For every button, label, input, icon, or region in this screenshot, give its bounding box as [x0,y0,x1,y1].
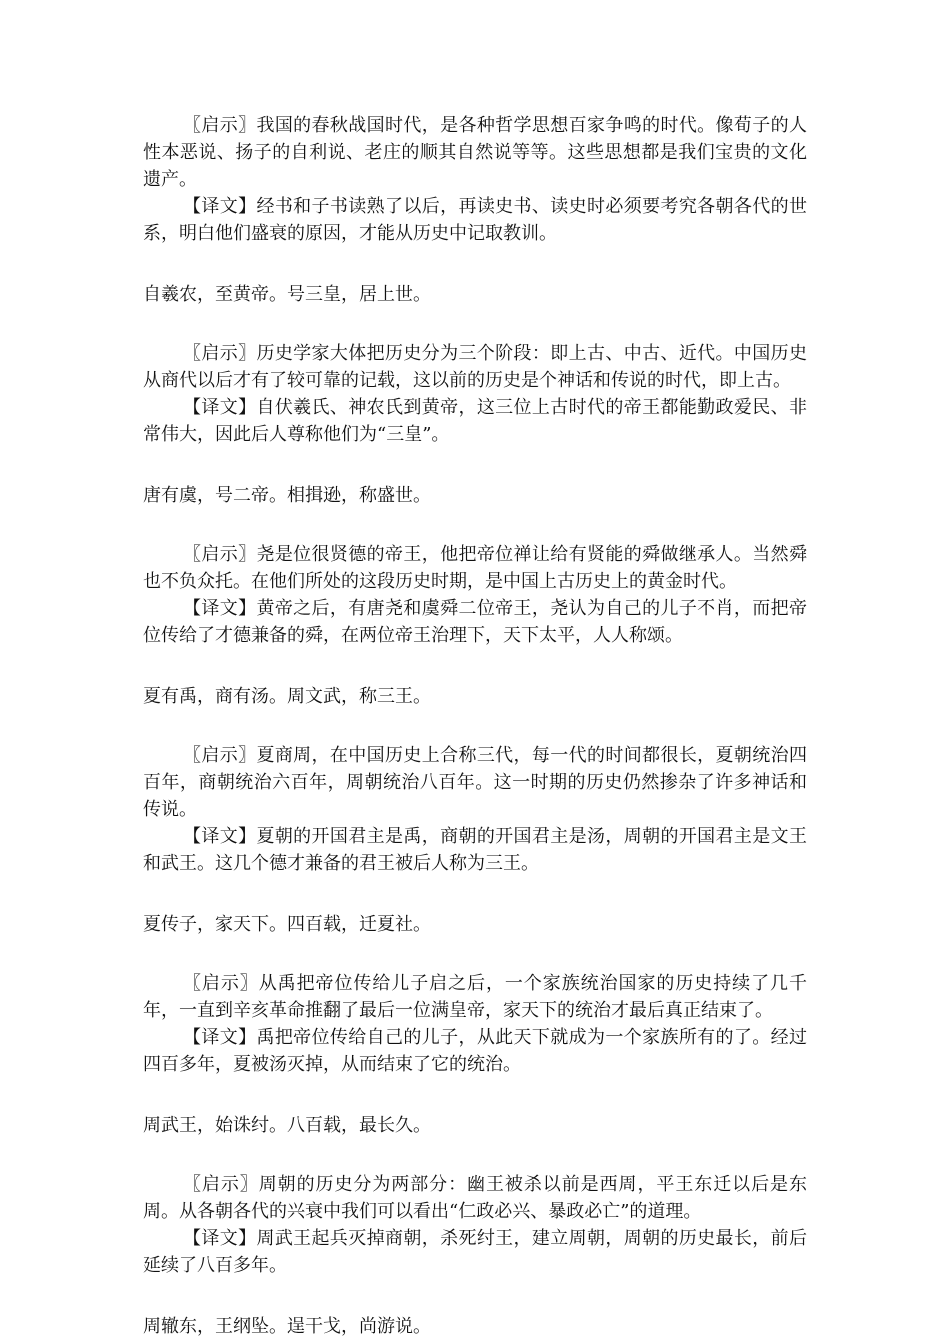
document-page [143,112,807,1340]
verse-line: 自羲农，至黄帝。号三皇，居上世。 [143,284,431,305]
verse-line: 夏传子，家天下。四百载，迁夏社。 [143,914,431,935]
yiwen-paragraph: 【译文】禹把帝位传给自己的儿子，从此天下就成为一个家族所有的了。经过四百多年，夏被汤灭掉，从而结束了它的统治。 [143,1027,807,1075]
yiwen-paragraph: 【译文】自伏羲氏、神农氏到黄帝，这三位上古时代的帝王都能勤政爱民、非常伟大，因此后人尊称他们为“三皇”。 [143,397,807,445]
qishi-paragraph: 〖启示〗从禹把帝位传给儿子启之后，一个家族统治国家的历史持续了几千年，一直到辛亥革命推翻了最后一位满皇帝，家天下的统治才最后真正结束了。 [143,973,807,1021]
verse-line: 周辙东，王纲坠。逞干戈，尚游说。 [143,1316,431,1337]
section-3 [143,541,807,742]
yiwen-paragraph: 【译文】夏朝的开国君主是禹，商朝的开国君主是汤，周朝的开国君主是文王和武王。这几个德才兼备的君王被后人称为三王。 [143,826,807,874]
qishi-paragraph: 〖启示〗历史学家大体把历史分为三个阶段：即上古、中古、近代。中国历史从商代以后才有了较可靠的记载，这以前的历史是个神话和传说的时代，即上古。 [143,343,807,391]
qishi-paragraph: 〖启示〗周朝的历史分为两部分：幽王被杀以前是西周，平王东迁以后是东周。从各朝各代的兴衰中我们可以看出“仁政必兴、暴政必亡”的道理。 [143,1174,807,1222]
qishi-paragraph: 〖启示〗我国的春秋战国时代，是各种哲学思想百家争鸣的时代。像荀子的人性本恶说、扬子的自利说、老庄的顺其自然说等等。这些思想都是我们宝贵的文化遗产。 [143,115,807,190]
yiwen-paragraph: 【译文】经书和子书读熟了以后，再读史书、读史时必须要考究各朝各代的世系，明白他们盛衰的原因，才能从历史中记取教训。 [143,196,807,244]
qishi-paragraph: 〖启示〗夏商周，在中国历史上合称三代，每一代的时间都很长，夏朝统治四百年，商朝统治六百年，周朝统治八百年。这一时期的历史仍然掺杂了许多神话和传说。 [143,745,807,820]
verse-line: 夏有禹，商有汤。周文武，称三王。 [143,686,431,707]
verse-line: 唐有虞，号二帝。相揖逊，称盛世。 [143,485,431,506]
qishi-paragraph: 〖启示〗尧是位很贤德的帝王，他把帝位禅让给有贤能的舜做继承人。当然舜也不负众托。在他们所处的这段历史时期，是中国上古历史上的黄金时代。 [143,544,807,592]
section-6 [143,1171,807,1340]
section-2 [143,340,807,541]
section-1 [143,112,807,340]
yiwen-paragraph: 【译文】黄帝之后，有唐尧和虞舜二位帝王，尧认为自己的儿子不肖，而把帝位传给了才德兼备的舜，在两位帝王治理下，天下太平，人人称颂。 [143,598,807,646]
verse-line: 周武王，始诛纣。八百载，最长久。 [143,1115,431,1136]
section-5 [143,970,807,1171]
section-4 [143,742,807,970]
yiwen-paragraph: 【译文】周武王起兵灭掉商朝，杀死纣王，建立周朝，周朝的历史最长，前后延续了八百多年。 [143,1228,807,1276]
